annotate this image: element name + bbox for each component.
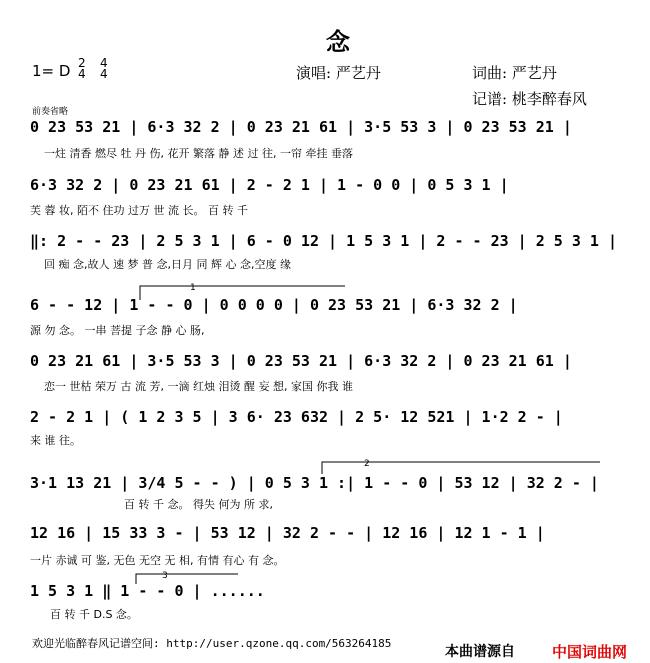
score-row-6: 2 - 2 1 | ( 1 2 3 5 | 3 6· 23 632 | 2 5· 12 521 | 1·2 2 - | [30, 408, 563, 426]
score-row-2: 6·3 32 2 | 0 23 21 61 | 2 - 2 1 | 1 - 0 0 | 0 5 3 1 | [30, 176, 509, 194]
volta-bracket-3 [136, 574, 238, 584]
score-row-3: ‖: 2 - - 23 | 2 5 3 1 | 6 - 0 12 | 1 5 3 1 | 2 - - 23 | 2 5 3 1 | [30, 232, 617, 250]
time-sig-top: 4 [100, 56, 108, 70]
prelude-note: 前奏省略 [32, 107, 69, 117]
singer-credit: 演唱: 严艺丹 [296, 64, 381, 82]
volta-label-3: 3 [162, 571, 168, 581]
footer-source: 本曲谱源自 [445, 644, 515, 660]
lyric-row-2: 芙 蓉 妆, 陌不 住功 过万 世 流 长。 百 转 千 [30, 204, 248, 217]
lyric-row-1: 一炷 清香 燃尽 牡 丹 伤, 花开 繁落 静 述 过 往, 一帘 牵挂 垂落 [44, 147, 353, 160]
lyric-row-6: 来 谁 往。 [30, 434, 81, 447]
score-row-8: 12 16 | 15 33 3 - | 53 12 | 32 2 - - | 12 16 | 12 1 - 1 | [30, 524, 545, 542]
time-sig-bottom: 4 [100, 67, 108, 81]
volta-bracket-1 [140, 286, 345, 300]
score-row-7: 3·1 13 21 | 3/4 5 - - ) | 0 5 3 1 :| 1 - - 0 | 53 12 | 32 2 - | [30, 474, 599, 492]
lyric-row-3: 回 痴 念,故人 速 梦 普 念,日月 同 辉 心 念,空度 缘 [44, 258, 291, 271]
time-sig-bottom: 4 [78, 67, 86, 81]
footer-brand[interactable]: 中国词曲网 [552, 643, 628, 661]
transcriber-credit: 记谱: 桃李醉春风 [472, 90, 587, 108]
time-sig-top: 2 [78, 56, 86, 70]
key-signature: 1= D [32, 62, 71, 80]
score-row-1: 0 23 53 21 | 6·3 32 2 | 0 23 21 61 | 3·5 53 3 | 0 23 53 21 | [30, 118, 572, 136]
composer-credit: 词曲: 严艺丹 [472, 64, 557, 82]
song-title: 念 [326, 27, 350, 56]
score-row-4: 6 - - 12 | 1 - - 0 | 0 0 0 0 | 0 23 53 21 | 6·3 32 2 | [30, 296, 518, 314]
footer-welcome: 欢迎光临醉春风记谱空间: http://user.qzone.qq.com/563264185 [32, 637, 392, 650]
lyric-row-8: 一片 赤诚 可 鉴, 无色 无空 无 相, 有情 有心 有 念。 [30, 554, 285, 567]
lyric-row-4: 源 勿 念。 一串 菩提 子念 静 心 肠, [30, 324, 205, 337]
volta-label-2: 2 [364, 459, 370, 469]
score-row-9: 1 5 3 1 ‖ 1 - - 0 | ...... [30, 582, 265, 600]
score-row-5: 0 23 21 61 | 3·5 53 3 | 0 23 53 21 | 6·3 32 2 | 0 23 21 61 | [30, 352, 572, 370]
lyric-row-9: 百 转 千 D.S 念。 [50, 608, 138, 621]
lyric-row-5: 恋一 世枯 荣万 古 流 芳, 一滴 红烛 泪烫 醒 妄 想, 家国 你我 谁 [44, 380, 353, 393]
volta-label-1: 1 [190, 283, 196, 293]
lyric-row-7: 百 转 千 念。 得失 何为 所 求, [124, 498, 273, 511]
